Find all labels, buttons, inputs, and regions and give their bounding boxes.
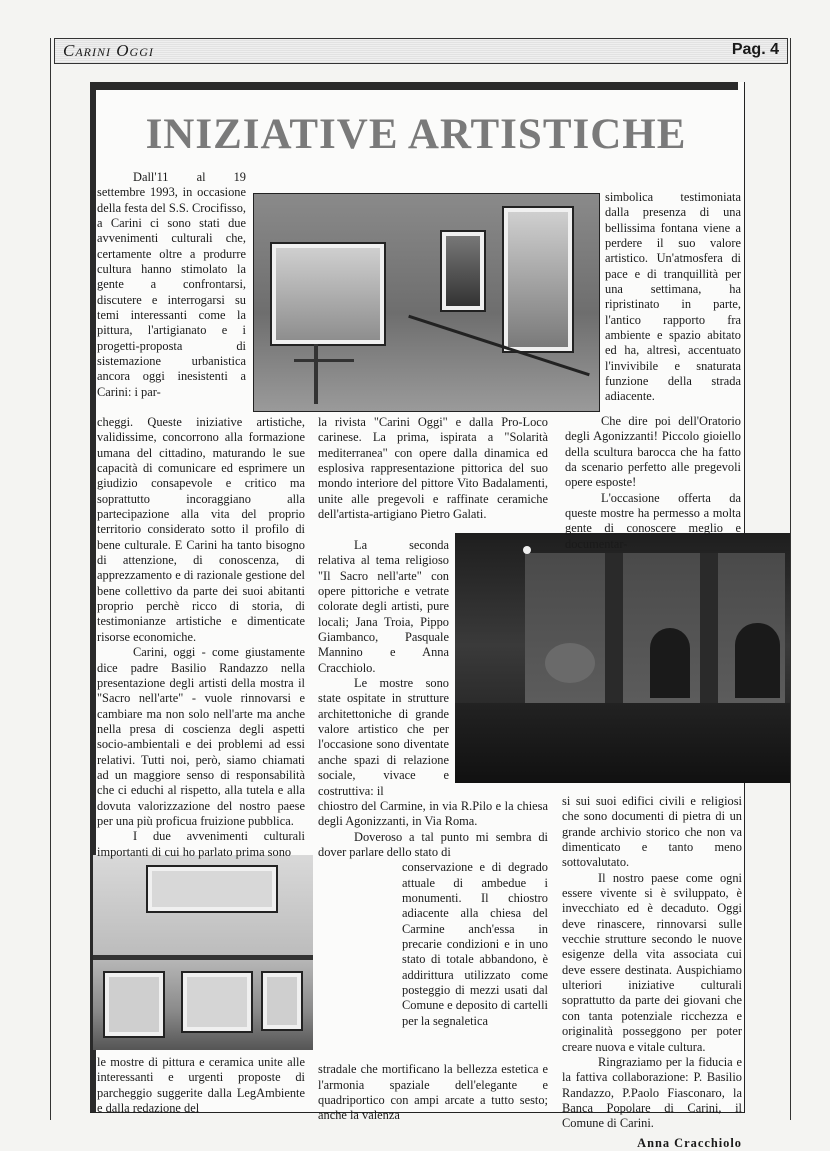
box-shadow-top	[90, 82, 738, 90]
paragraph: le mostre di pittura e ceramica unite alle interessanti e urgenti proposte di parcheggio suggerite dalla LegAmbiente e dalla redazione del	[97, 1055, 305, 1116]
page-header	[54, 38, 788, 64]
column-3-top	[605, 190, 741, 414]
column-2-top	[318, 415, 548, 538]
paragraph: stradale che mortificano la bellezza estetica e l'armonia spaziale dell'elegante e quadriportico con ampi arcate a tutto sesto; anche la valenza	[318, 1062, 548, 1123]
paragraph: Ringraziamo per la fiducia e la fattiva collaborazione: P. Basilio Randazzo, P.Paolo Fiasconaro, la Banca Popolare di Carini, il Comune di Carini.	[562, 1054, 742, 1131]
column-3-bottom	[562, 794, 742, 1151]
paragraph: chiostro del Carmine, in via R.Pilo e la chiesa degli Agonizzanti, in Via Roma.	[318, 798, 548, 829]
paragraph: Il nostro paese come ogni essere vivente si è sviluppato, è invecchiato ed è decaduto. Oggi deve rinascere, rinnovarsi sulle vecchie strutture secondo le nuove esigenze della vita associata cui deve essere destinata. Auspichiamo ulteriori iniziative culturali soprattutto da parte dei giovani che con tanta potenziale ricchezza e originalità posseggono per poter creare nuova e vitale cultura.	[562, 870, 742, 1054]
column-2-narrow-b	[402, 860, 548, 1062]
column-1-middle	[97, 415, 305, 1055]
easel-leg	[314, 344, 318, 404]
painting-portrait	[442, 232, 484, 310]
page-frame-right	[790, 38, 791, 1120]
gallery-easels-photo	[253, 193, 600, 412]
paragraph: simbolica testimoniata dalla presenza di una bellissima fontana viene a perdere il suo valore artistico. Un'atmosfera di pace e di tranquillità per una settimana, ha ripristinato in parte, l'antico rapporto fra ambiente e spazio abitato ed ha, altresì, accentuato l'invivibile e snaturata funzione della strada adiacente.	[605, 190, 741, 404]
column-2	[318, 415, 548, 1124]
paragraph: Doveroso a tal punto mi sembra di dover parlare dello stato di	[318, 829, 548, 859]
paragraph: si sui suoi edifici civili e religiosi che sono documenti di pietra di un grande archivio storico che non va dimenticato e tanto meno sottovalutato.	[562, 794, 742, 870]
paragraph: Dall'11 al 19 settembre 1993, in occasione della festa del S.S. Crocifisso, a Carini ci sono stati due avvenimenti culturali che, certamente oltre a produrre cultura hanno stimolato la gente a confrontarsi, discutere e interrogarsi su temi interessanti come la pittura, l'artigianato e i progetti-proposta di sistemazione urbanistica ancora oggi inesistenti a Carini: i par-	[97, 170, 247, 399]
page-number: Pag. 4	[731, 41, 779, 58]
masthead: Carini Oggi	[63, 41, 154, 60]
column-1	[97, 170, 305, 1116]
paragraph: conservazione e di degrado attuale di ambedue i monumenti. Il chiostro adiacente alla chiesa del Carmine anch'essa in precarie condizioni e in uno stato di totale abbandono, è addirittura utilizzato come posteggio di mezzi usati dal Comune e deposito di cartelli per la segnaletica	[402, 860, 548, 1028]
column-2-middle	[318, 799, 548, 860]
column-1-bottom	[97, 1055, 305, 1116]
column-2-narrow-a	[318, 538, 449, 799]
paragraph: cheggi. Queste iniziative artistiche, validissime, concorrono alla formazione umana del cittadino, maturando le sue capacità di comunicare ed esprimere un giudizio consapevole e critico ma soprattutto incoraggiano alla partecipazione alla vita del proprio territorio considerato sotto il profilo di bene culturale. E Carini ha tanto bisogno di attenzione, di conoscenza, di apprezzamento e di razionale gestione del bene collettivo da parte dei suoi abitanti proprio perchè ricco di storia, di testimonianze artistiche e dimenticate risorse economiche.	[97, 415, 305, 644]
article-title: INIZIATIVE ARTISTICHE	[145, 111, 687, 158]
author-signature: Anna Cracchiolo	[637, 1135, 742, 1150]
paragraph: la rivista "Carini Oggi" e dalla Pro-Loco carinese. La prima, ispirata a "Solarità mediterranea" con opere dalla dinamica ed esplosiva rappresentazione pittorica del suo mondo interiore del pittore Vito Badalamenti, unite alle pregevoli e raffinate ceramiche dell'artista-artigiano Pietro Galati.	[318, 415, 548, 522]
column-2-bottom	[318, 1062, 548, 1123]
column-3	[562, 190, 742, 1151]
paragraph: I due avvenimenti culturali importanti di cui ho parlato prima sono	[97, 829, 305, 859]
column-3-middle	[565, 414, 741, 794]
paragraph: Che dire poi dell'Oratorio degli Agonizzanti! Piccolo gioiello della scultura barocca che ha fatto da scenario perfetto alle pregevoli opere esposte!	[565, 414, 741, 490]
page-frame-left	[50, 38, 51, 1120]
paragraph: Le mostre sono state ospitate in strutture architettoniche di grande valore artistico che per l'occasione sono diventate anche spazi di relazione sociale, vivace e costruttiva: il	[318, 676, 449, 798]
paragraph: Carini, oggi - come giustamente dice padre Basilio Randazzo nella presentazione degli artisti della mostra il "Sacro nell'arte" - vuole rinnovarsi e cambiare ma non solo nell'arte ma anche nella presa di coscienza degli aspetti socio-ambientali e dei problemi ad essi relativi. Tutti noi, però, siamo chiamati ad un maggiore senso di responsabilità che ci educhi al rispetto, alla tutela e alla dovuta valorizzazione del nostro paese per una più proficua fruizione pubblica.	[97, 645, 305, 828]
column-1-top	[97, 170, 246, 415]
paragraph: La seconda relativa al tema religioso "Il Sacro nell'arte" con opere pittoriche e vetrate colorate degli artisti, pure locali; Jana Troia, Pippo Giambanco, Pasquale Mannino e Anna Cracchiolo.	[318, 538, 449, 675]
paragraph: L'occasione offerta da queste mostre ha permesso a molta gente di conoscere meglio e documentar-	[565, 490, 741, 551]
